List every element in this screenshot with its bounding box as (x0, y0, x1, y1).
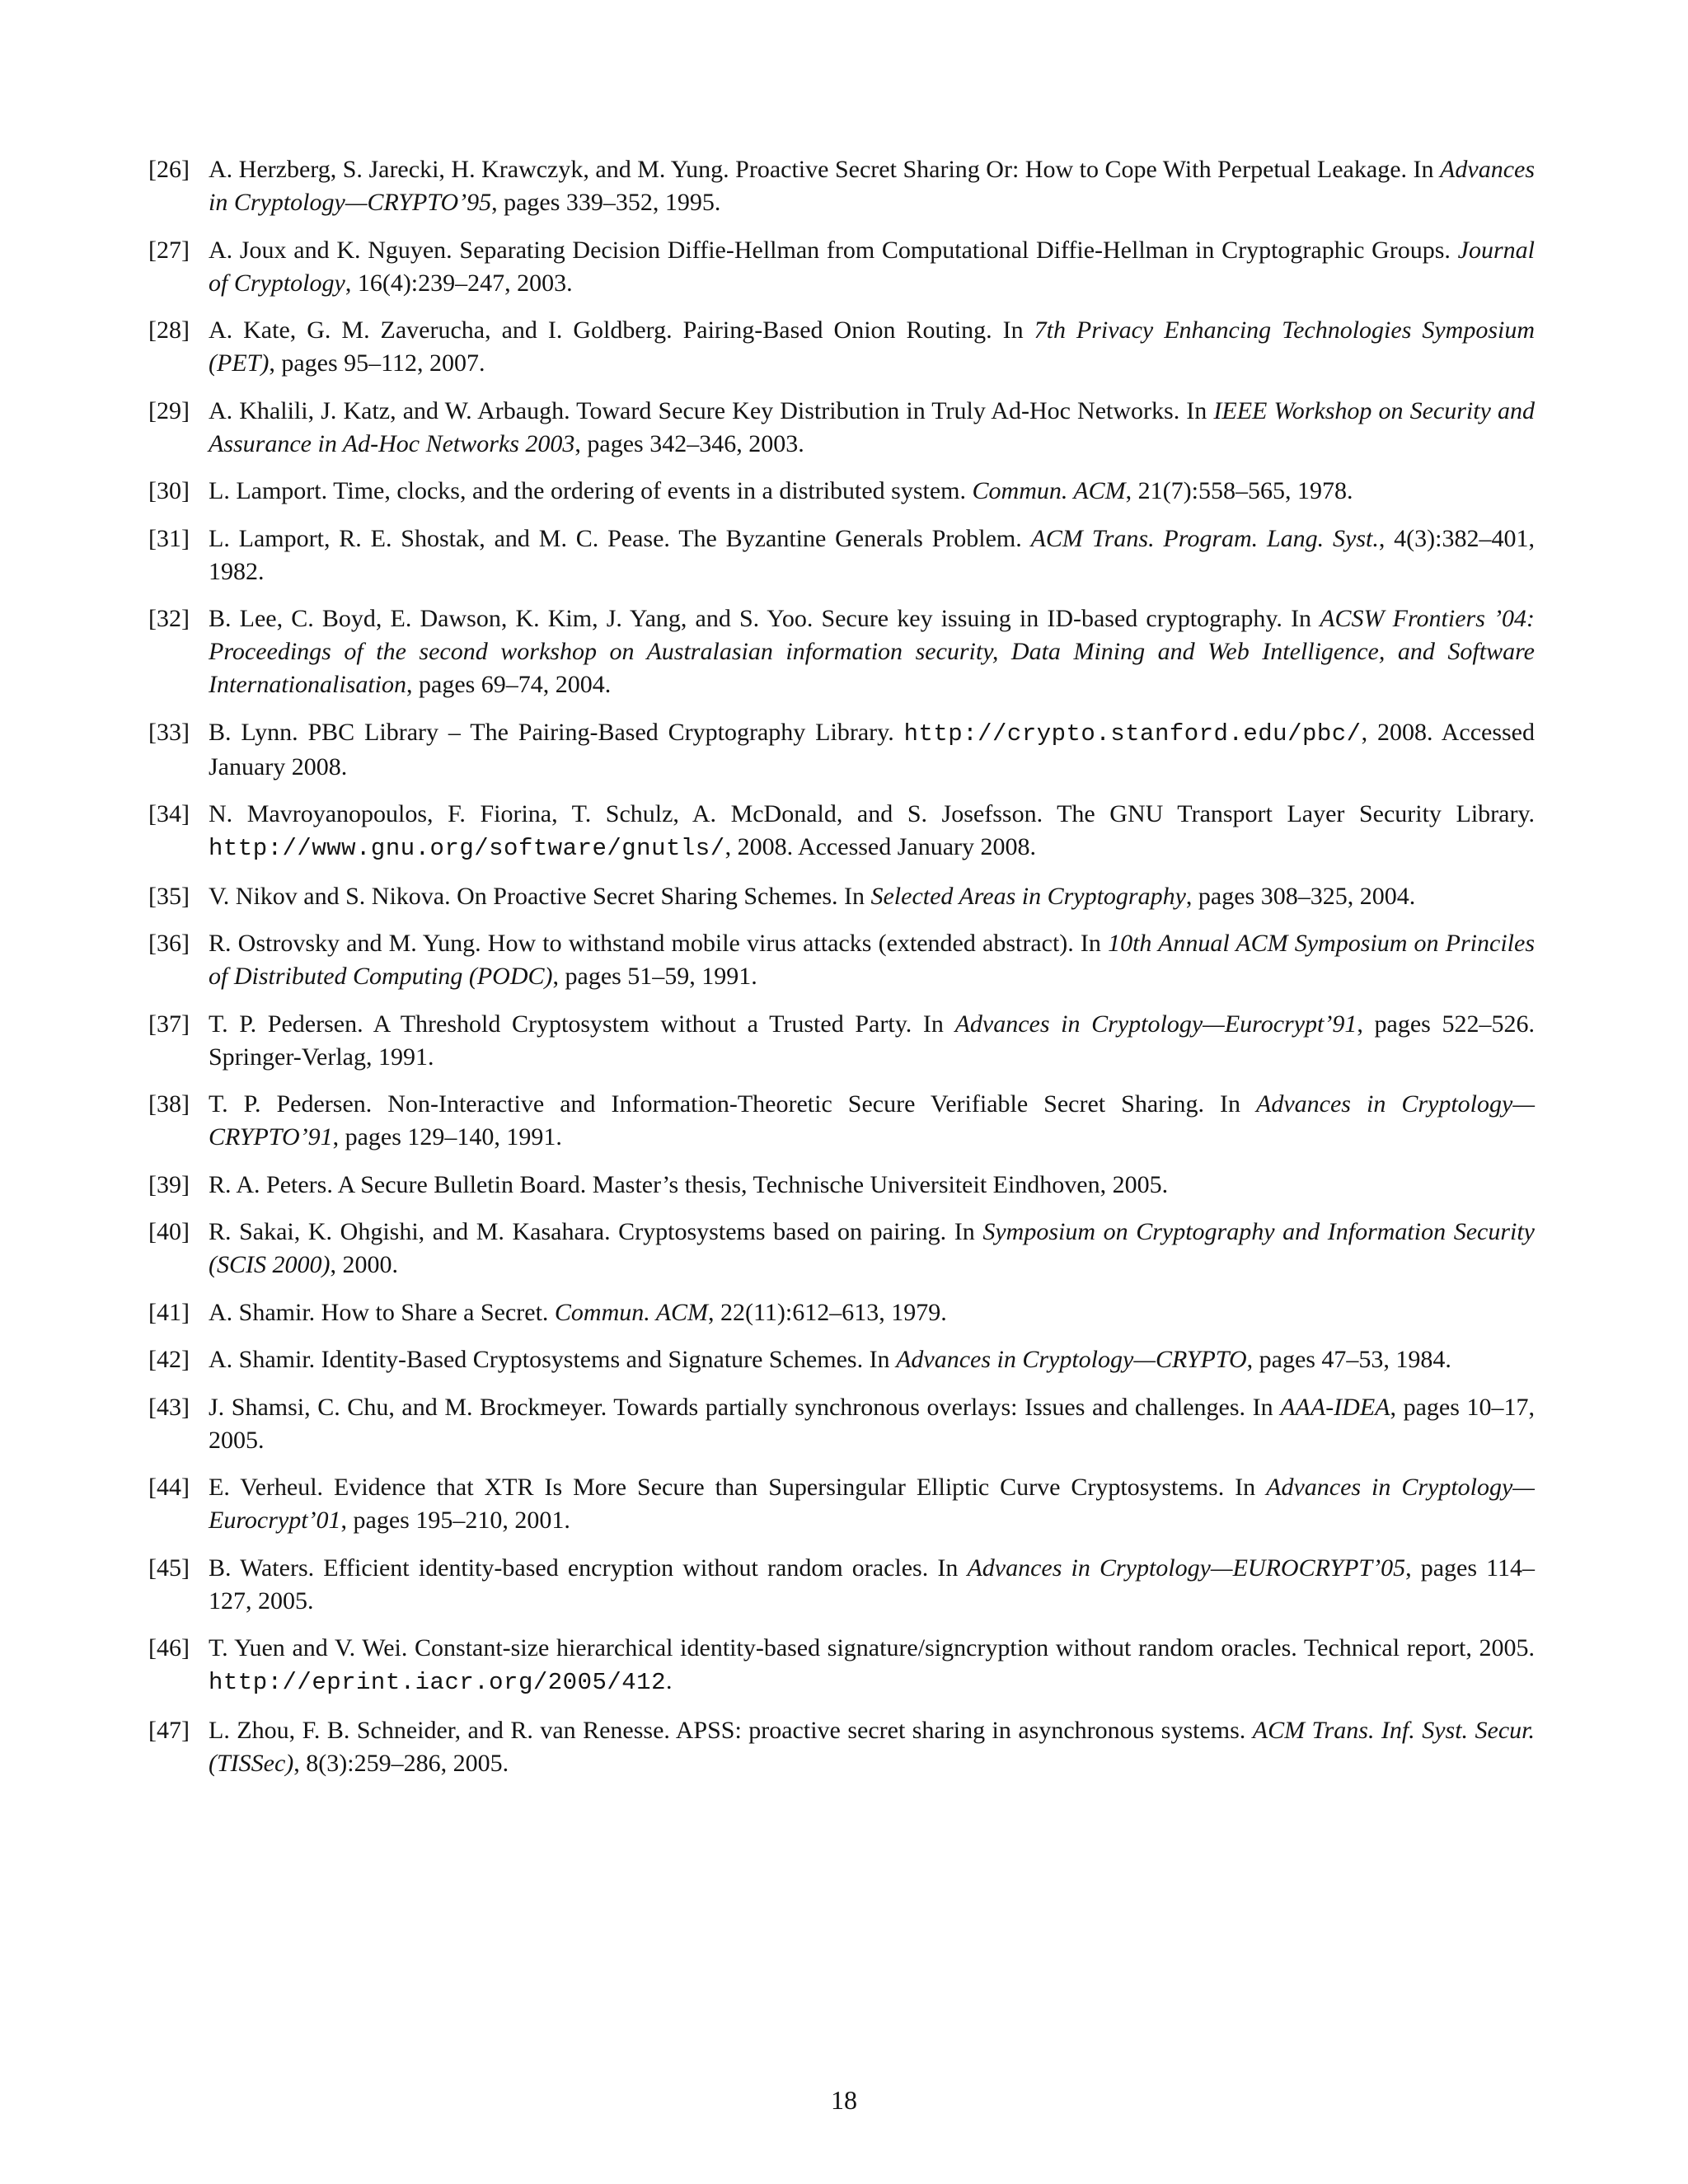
reference-number: [28] (148, 316, 190, 344)
reference-entry (148, 1632, 1535, 1699)
reference-number: [30] (148, 477, 190, 504)
reference-number: [37] (148, 1010, 190, 1038)
reference-segment: , pages 342–346, 2003. (574, 429, 804, 457)
reference-segment: A. Khalili, J. Katz, and W. Arbaugh. Toward Secure Key Distribution in Truly Ad-Hoc Networks. In (209, 396, 1214, 424)
reference-text (209, 716, 1535, 784)
reference-text (209, 1088, 1535, 1154)
reference-segment: . (666, 1667, 673, 1694)
reference-number: [39] (148, 1170, 190, 1198)
reference-text (209, 1008, 1535, 1074)
reference-venue: Advances in Cryptology—CRYPTO’91 (209, 1090, 1535, 1151)
reference-number: [35] (148, 882, 190, 910)
reference-segment: A. Herzberg, S. Jarecki, H. Krawczyk, and M. Yung. Proactive Secret Sharing Or: How to Cope With Perpetual Leakage. In (209, 156, 1441, 183)
reference-entry (148, 523, 1535, 588)
reference-number: [46] (148, 1634, 190, 1661)
reference-venue: 10th Annual ACM Symposium on Princiles of Distributed Computing (PODC) (209, 930, 1535, 990)
reference-entry (148, 798, 1535, 865)
reference-number: [36] (148, 930, 190, 957)
reference-text (209, 880, 1535, 913)
reference-entry (148, 1169, 1535, 1202)
reference-segment: A. Kate, G. M. Zaverucha, and I. Goldberg. Pairing-Based Onion Routing. In (209, 316, 1034, 344)
reference-url: http://crypto.stanford.edu/pbc/ (903, 719, 1362, 748)
reference-text (209, 395, 1535, 461)
reference-venue: Advances in Cryptology—EUROCRYPT’05 (967, 1554, 1406, 1582)
reference-text (209, 234, 1535, 300)
reference-segment: V. Nikov and S. Nikova. On Proactive Secret Sharing Schemes. In (209, 882, 871, 910)
reference-segment: , 2008. Accessed January 2008. (724, 833, 1037, 860)
reference-entry (148, 1714, 1535, 1780)
reference-text (209, 1216, 1535, 1282)
reference-segment: T. P. Pedersen. Non-Interactive and Information-Theoretic Secure Verifiable Secret Sharing. In (209, 1090, 1257, 1118)
reference-entry (148, 716, 1535, 784)
reference-venue: 7th Privacy Enhancing Technologies Symposium (PET) (209, 316, 1535, 377)
reference-text (209, 602, 1535, 701)
reference-venue: Selected Areas in Cryptography (870, 882, 1186, 910)
reference-venue: Symposium on Cryptography and Information Security (SCIS 2000) (209, 1218, 1535, 1278)
reference-venue: IEEE Workshop on Security and Assurance in Ad-Hoc Networks 2003 (209, 396, 1535, 457)
reference-segment: B. Waters. Efficient identity-based encryption without random oracles. In (209, 1554, 968, 1582)
reference-segment: B. Lee, C. Boyd, E. Dawson, K. Kim, J. Yang, and S. Yoo. Secure key issuing in ID-based cryptography. In (209, 605, 1320, 632)
reference-entry (148, 1343, 1535, 1376)
reference-segment: R. Ostrovsky and M. Yung. How to withstand mobile virus attacks (extended abstract). In (209, 930, 1109, 957)
reference-number: [27] (148, 236, 190, 264)
reference-number: [47] (148, 1716, 190, 1744)
reference-segment: , pages 51–59, 1991. (552, 963, 757, 990)
reference-segment: , 21(7):558–565, 1978. (1125, 477, 1353, 504)
reference-text (209, 1169, 1535, 1202)
reference-venue: Advances in Cryptology—Eurocrypt’01 (209, 1474, 1535, 1534)
reference-segment: , pages 339–352, 1995. (491, 189, 721, 216)
reference-number: [33] (148, 718, 190, 746)
reference-entry (148, 153, 1535, 219)
reference-number: [31] (148, 524, 190, 552)
reference-entry (148, 1088, 1535, 1154)
reference-venue: Journal of Cryptology (209, 236, 1535, 297)
reference-segment: J. Shamsi, C. Chu, and M. Brockmeyer. Towards partially synchronous overlays: Issues and challenges. In (209, 1393, 1281, 1421)
reference-venue: Advances in Cryptology—Eurocrypt’91 (954, 1010, 1357, 1038)
reference-segment: N. Mavroyanopoulos, F. Fiorina, T. Schulz, A. McDonald, and S. Josefsson. The GNU Transport Layer Security Library. (209, 800, 1535, 827)
reference-segment: A. Joux and K. Nguyen. Separating Decision Diffie-Hellman from Computational Diffie-Hellman in Cryptographic Groups. (209, 236, 1458, 264)
reference-entry (148, 880, 1535, 913)
reference-text (209, 1714, 1535, 1780)
reference-number: [29] (148, 396, 190, 424)
reference-segment: R. A. Peters. A Secure Bulletin Board. Master’s thesis, Technische Universiteit Eindhoven, 2005. (209, 1170, 1169, 1198)
reference-segment: , pages 47–53, 1984. (1246, 1346, 1451, 1373)
reference-segment: B. Lynn. PBC Library – The Pairing-Based Cryptography Library. (209, 718, 904, 746)
reference-venue: ACM Trans. Program. Lang. Syst. (1030, 524, 1379, 552)
reference-text (209, 523, 1535, 588)
reference-text (209, 475, 1535, 508)
reference-number: [45] (148, 1554, 190, 1582)
reference-entry (148, 602, 1535, 701)
reference-text (209, 1296, 1535, 1329)
reference-text (209, 1471, 1535, 1537)
reference-venue: Commun. ACM (554, 1298, 709, 1326)
reference-segment: , pages 195–210, 2001. (340, 1507, 570, 1534)
reference-text (209, 798, 1535, 865)
reference-venue: Advances in Cryptology—CRYPTO (896, 1346, 1247, 1373)
reference-segment: , 2008. Accessed January 2008. (209, 718, 1535, 780)
reference-number: [42] (148, 1346, 190, 1373)
reference-entry (148, 1008, 1535, 1074)
reference-segment: , 4(3):382–401, 1982. (209, 524, 1535, 585)
reference-segment: A. Shamir. How to Share a Secret. (209, 1298, 555, 1326)
reference-entry (148, 1471, 1535, 1537)
reference-segment: , pages 10–17, 2005. (209, 1393, 1535, 1454)
reference-entry (148, 1216, 1535, 1282)
reference-url: http://www.gnu.org/software/gnutls/ (209, 835, 725, 862)
reference-segment: L. Lamport. Time, clocks, and the ordering of events in a distributed system. (209, 477, 973, 504)
reference-segment: , pages 522–526. Springer-Verlag, 1991. (209, 1010, 1535, 1071)
reference-venue: ACM Trans. Inf. Syst. Secur.(TISSec) (209, 1716, 1535, 1777)
reference-venue: Advances in Cryptology—CRYPTO’95 (209, 156, 1535, 216)
reference-segment: T. Yuen and V. Wei. Constant-size hierarchical identity-based signature/signcryption without random oracles. Technical report, 2005. (209, 1634, 1535, 1661)
reference-text (209, 1552, 1535, 1618)
reference-number: [44] (148, 1474, 190, 1501)
reference-number: [38] (148, 1090, 190, 1118)
reference-number: [43] (148, 1393, 190, 1421)
reference-venue: AAA-IDEA (1280, 1393, 1390, 1421)
reference-segment: T. P. Pedersen. A Threshold Cryptosystem without a Trusted Party. In (209, 1010, 955, 1038)
reference-segment: L. Zhou, F. B. Schneider, and R. van Renesse. APSS: proactive secret sharing in asynchronous systems. (209, 1716, 1253, 1744)
reference-entry (148, 1391, 1535, 1457)
reference-number: [41] (148, 1298, 190, 1326)
reference-segment: E. Verheul. Evidence that XTR Is More Secure than Supersingular Elliptic Curve Cryptosystems. In (209, 1474, 1267, 1501)
reference-segment: , 8(3):259–286, 2005. (293, 1749, 509, 1777)
reference-text (209, 1343, 1535, 1376)
reference-segment: , pages 69–74, 2004. (406, 671, 612, 698)
reference-entry (148, 475, 1535, 508)
reference-segment: , pages 308–325, 2004. (1185, 882, 1416, 910)
reference-text (209, 927, 1535, 993)
reference-entry (148, 395, 1535, 461)
reference-text (209, 314, 1535, 380)
reference-list (148, 153, 1535, 1794)
reference-number: [34] (148, 800, 190, 827)
reference-segment: , 16(4):239–247, 2003. (345, 269, 573, 297)
reference-number: [40] (148, 1218, 190, 1245)
reference-segment: , 2000. (330, 1251, 398, 1278)
reference-text (209, 1391, 1535, 1457)
reference-number: [32] (148, 605, 190, 632)
reference-entry (148, 234, 1535, 300)
reference-segment: , pages 95–112, 2007. (269, 349, 485, 377)
page-number: 18 (831, 2085, 857, 2115)
reference-segment: A. Shamir. Identity-Based Cryptosystems and Signature Schemes. In (209, 1346, 897, 1373)
reference-venue: ACSW Frontiers ’04: Proceedings of the second workshop on Australasian information security, Data Mining and Web Intelligence, and Software Internationalisation (209, 605, 1536, 698)
reference-entry (148, 1552, 1535, 1618)
reference-text (209, 1632, 1535, 1699)
reference-segment: , pages 129–140, 1991. (332, 1123, 562, 1151)
reference-entry (148, 1296, 1535, 1329)
reference-segment: L. Lamport, R. E. Shostak, and M. C. Pease. The Byzantine Generals Problem. (209, 524, 1031, 552)
reference-segment: , pages 114–127, 2005. (209, 1554, 1535, 1615)
reference-segment: R. Sakai, K. Ohgishi, and M. Kasahara. Cryptosystems based on pairing. In (209, 1218, 983, 1245)
reference-number: [26] (148, 156, 190, 183)
reference-venue: Commun. ACM (972, 477, 1126, 504)
reference-text (209, 153, 1535, 219)
reference-entry (148, 314, 1535, 380)
reference-segment: , 22(11):612–613, 1979. (708, 1298, 947, 1326)
reference-entry (148, 927, 1535, 993)
reference-url: http://eprint.iacr.org/2005/412 (209, 1669, 666, 1696)
